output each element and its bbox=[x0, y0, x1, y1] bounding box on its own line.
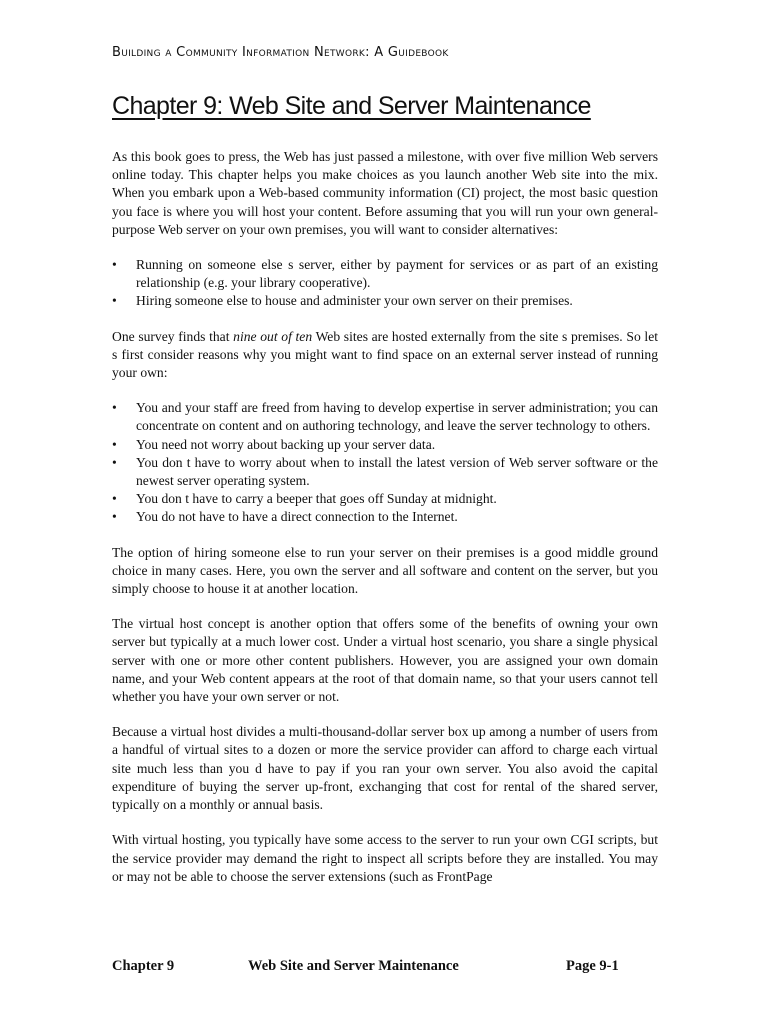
list-item-text: Hiring someone else to house and administer your own server on their premises. bbox=[136, 293, 573, 309]
paragraph-middle-ground: The option of hiring someone else to run your server on their premises is a good middle ground choice in many cases. Here, you own the server and all software and content on the server, but you simply choose to house it at another location. bbox=[112, 544, 658, 597]
list-item-text: You need not worry about backing up your server data. bbox=[136, 436, 436, 452]
chapter-title: Chapter 9: Web Site and Server Maintenance bbox=[112, 92, 591, 120]
footer-title: Web Site and Server Maintenance bbox=[248, 958, 459, 974]
survey-text-start: One survey finds that bbox=[112, 328, 234, 344]
list-item bbox=[112, 292, 658, 310]
bullet-icon: • bbox=[112, 400, 117, 416]
paragraph-cgi: With virtual hosting, you typically have some access to the server to run your own CGI scripts, but the service provider may demand the right to inspect all scripts before they are installed. You may or may not be able to choose the server extensions (such as FrontPage bbox=[112, 832, 658, 884]
bullet-icon: • bbox=[112, 454, 117, 470]
bullet-icon: • bbox=[112, 436, 117, 452]
paragraph-cost: Because a virtual host divides a multi-thousand-dollar server box up among a number of users from a handful of virtual sites to a dozen or more the service provider can afford to charge each virtual site much less than you d have to pay if you ran your own server. You also avoid the capital expenditure of buying the server up-front, exchanging that cost for rental of the shared server, typically on a monthly or annual basis. bbox=[112, 724, 658, 813]
footer-chapter: Chapter 9 bbox=[112, 958, 175, 974]
bullet-icon: • bbox=[112, 257, 117, 273]
list-item bbox=[112, 454, 658, 490]
bullet-icon: • bbox=[112, 491, 117, 507]
paragraph-intro: As this book goes to press, the Web has just passed a milestone, with over five million Web servers online today. This chapter helps you make choices as you launch another Web site into the mix. When you embark upon a Web-based community information (CI) project, the most basic question you face is where you will host your content. Before assuming that you will run your own general-purpose Web server on your own premises, you will want to consider alternatives: bbox=[112, 149, 658, 237]
list-item bbox=[112, 436, 658, 454]
paragraph-survey bbox=[112, 328, 658, 383]
list-item-text: You don t have to worry about when to install the latest version of Web server software or the newest server operating system. bbox=[136, 454, 658, 489]
page-footer bbox=[112, 958, 622, 980]
running-head: Building a Community Information Network: A Guidebook bbox=[112, 45, 449, 60]
bullet-icon: • bbox=[112, 509, 117, 525]
list-item-text: You and your staff are freed from having to develop expertise in server administration; you can concentrate on content and on authoring technology, and leave the server technology to others. bbox=[136, 400, 658, 434]
footer-page-number: Page 9-1 bbox=[566, 958, 619, 974]
list-item bbox=[112, 508, 658, 526]
alternatives-list bbox=[112, 256, 658, 311]
list-item-text: Running on someone else s server, either by payment for services or as part of an existing relationship (e.g. your library cooperative). bbox=[136, 257, 658, 291]
body-text bbox=[112, 148, 658, 903]
list-item bbox=[112, 256, 658, 292]
list-item bbox=[112, 490, 658, 508]
reasons-list bbox=[112, 399, 658, 526]
list-item-text: You do not have to have a direct connection to the Internet. bbox=[136, 509, 458, 525]
list-item-text: You don t have to carry a beeper that goes off Sunday at midnight. bbox=[136, 491, 497, 507]
list-item bbox=[112, 399, 658, 435]
survey-emphasis: nine out of ten bbox=[233, 328, 313, 344]
paragraph-virtual-host: The virtual host concept is another option that offers some of the benefits of owning your own server but typically at a much lower cost. Under a virtual host scenario, you share a single physical server with one or more other content publishers. However, you are assigned your own domain name, and your Web content appears at the root of that domain name, so that your users cannot tell whether you have your own server or not. bbox=[112, 616, 658, 705]
survey-text-end: Web sites are hosted externally from the site s premises. So let s first consider reasons why you might want to find space on an external server instead of running your own: bbox=[112, 328, 658, 381]
bullet-icon: • bbox=[112, 293, 117, 309]
